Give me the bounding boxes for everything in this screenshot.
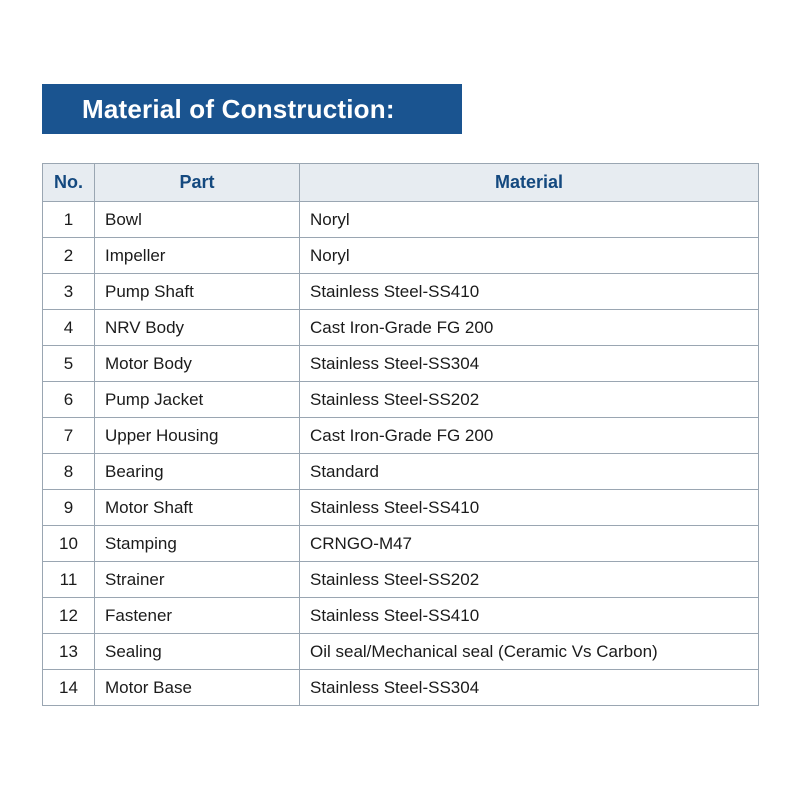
cell-no: 6 bbox=[43, 382, 95, 418]
cell-no: 10 bbox=[43, 526, 95, 562]
page-title: Material of Construction: bbox=[82, 93, 395, 124]
table-row bbox=[43, 490, 759, 526]
cell-material: Cast Iron-Grade FG 200 bbox=[300, 418, 759, 454]
cell-no: 9 bbox=[43, 490, 95, 526]
table-row bbox=[43, 202, 759, 238]
cell-no: 11 bbox=[43, 562, 95, 598]
cell-no: 13 bbox=[43, 634, 95, 670]
cell-no: 1 bbox=[43, 202, 95, 238]
material-of-construction-table bbox=[42, 163, 759, 706]
column-header-part: Part bbox=[95, 164, 300, 202]
cell-part: Bowl bbox=[95, 202, 300, 238]
cell-material: Cast Iron-Grade FG 200 bbox=[300, 310, 759, 346]
section-title-banner bbox=[42, 84, 462, 134]
table-row bbox=[43, 634, 759, 670]
cell-no: 7 bbox=[43, 418, 95, 454]
table-row bbox=[43, 238, 759, 274]
cell-material: Stainless Steel-SS410 bbox=[300, 490, 759, 526]
table-row bbox=[43, 310, 759, 346]
cell-material: Standard bbox=[300, 454, 759, 490]
table-row bbox=[43, 382, 759, 418]
table-header bbox=[43, 164, 759, 202]
material-of-construction-table-wrapper bbox=[42, 163, 758, 706]
cell-part: Motor Body bbox=[95, 346, 300, 382]
cell-material: CRNGO-M47 bbox=[300, 526, 759, 562]
cell-part: Bearing bbox=[95, 454, 300, 490]
table-header-row bbox=[43, 164, 759, 202]
cell-material: Stainless Steel-SS202 bbox=[300, 562, 759, 598]
cell-part: Fastener bbox=[95, 598, 300, 634]
table-row bbox=[43, 274, 759, 310]
cell-part: Strainer bbox=[95, 562, 300, 598]
cell-part: Impeller bbox=[95, 238, 300, 274]
cell-material: Stainless Steel-SS304 bbox=[300, 346, 759, 382]
table-row bbox=[43, 562, 759, 598]
column-header-no: No. bbox=[43, 164, 95, 202]
cell-no: 12 bbox=[43, 598, 95, 634]
cell-material: Noryl bbox=[300, 202, 759, 238]
cell-no: 14 bbox=[43, 670, 95, 706]
cell-part: Stamping bbox=[95, 526, 300, 562]
table-body bbox=[43, 202, 759, 706]
cell-material: Stainless Steel-SS410 bbox=[300, 274, 759, 310]
cell-part: Upper Housing bbox=[95, 418, 300, 454]
cell-no: 2 bbox=[43, 238, 95, 274]
cell-part: Pump Shaft bbox=[95, 274, 300, 310]
cell-material: Stainless Steel-SS304 bbox=[300, 670, 759, 706]
cell-no: 5 bbox=[43, 346, 95, 382]
cell-part: Motor Base bbox=[95, 670, 300, 706]
cell-material: Noryl bbox=[300, 238, 759, 274]
table-row bbox=[43, 346, 759, 382]
table-row bbox=[43, 526, 759, 562]
table-row bbox=[43, 670, 759, 706]
cell-no: 8 bbox=[43, 454, 95, 490]
column-header-material: Material bbox=[300, 164, 759, 202]
cell-part: Pump Jacket bbox=[95, 382, 300, 418]
cell-no: 3 bbox=[43, 274, 95, 310]
cell-part: NRV Body bbox=[95, 310, 300, 346]
cell-part: Sealing bbox=[95, 634, 300, 670]
cell-material: Stainless Steel-SS410 bbox=[300, 598, 759, 634]
cell-part: Motor Shaft bbox=[95, 490, 300, 526]
cell-material: Oil seal/Mechanical seal (Ceramic Vs Carbon) bbox=[300, 634, 759, 670]
table-row bbox=[43, 418, 759, 454]
cell-no: 4 bbox=[43, 310, 95, 346]
cell-material: Stainless Steel-SS202 bbox=[300, 382, 759, 418]
table-row bbox=[43, 454, 759, 490]
table-row bbox=[43, 598, 759, 634]
